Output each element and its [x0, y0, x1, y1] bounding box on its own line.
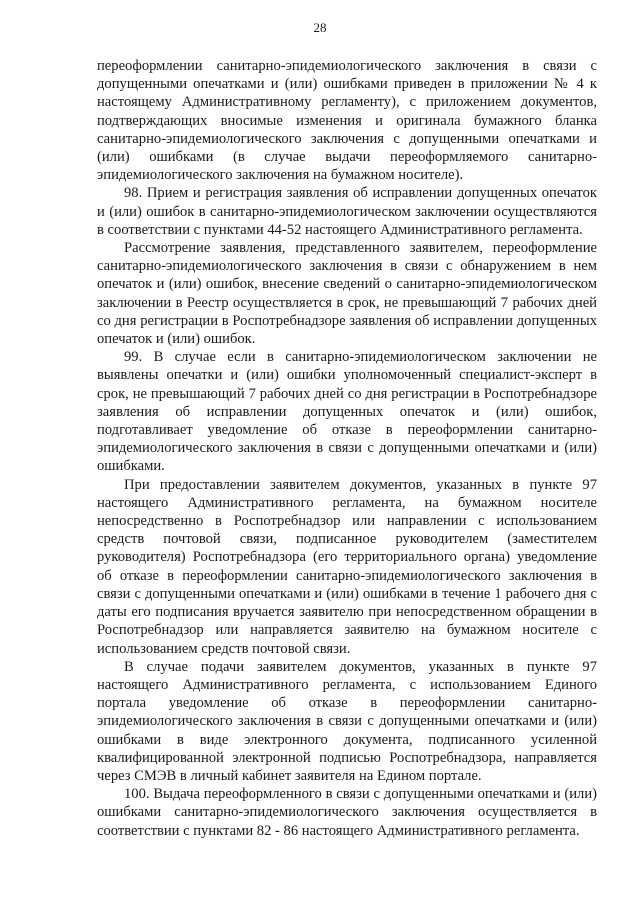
paragraph-electronic-notification: В случае подачи заявителем документов, указанных в пункте 97 настоящего Административного регламента, с использованием Единого портала уведомление об отказе в переоформлении санитарно-эпидемиологического заключения в связи с допущенными опечатками и (или) ошибками в виде электронного документа, подписанного усиленной квалифицированной электронной подписью Роспотребнадзора, направляется через СМЭВ в личный кабинет заявителя на Едином портале.: [97, 658, 597, 784]
paragraph-item-99: 99. В случае если в санитарно-эпидемиологическом заключении не выявлены опечатки и (или) ошибки уполномоченный специалист-эксперт в срок, не превышающий 7 рабочих дней со дня регистрации в Роспотребнадзоре заявления об исправлении допущенных опечаток и (или) ошибок, подготавливает уведомление об отказе в переоформлении санитарно-эпидемиологического заключения в связи с допущенными опечатками и (или) ошибками.: [97, 349, 597, 475]
paragraph-review-period: Рассмотрение заявления, представленного заявителем, переоформление санитарно-эпидемиологического заключения в связи с обнаружением в нем опечаток и (или) ошибок, внесение сведений о санитарно-эпидемиологическом заключении в Реестр осуществляется в срок, не превышающий 7 рабочих дней со дня регистрации в Роспотребнадзоре заявления об исправлении допущенных опечаток и (или) ошибок.: [97, 240, 597, 348]
paragraph-paper-notification: При предоставлении заявителем документов, указанных в пункте 97 настоящего Административного регламента, на бумажном носителе непосредственно в Роспотребнадзор или направлении с использованием средств почтовой связи, подписанное руководителем (заместителем руководителя) Роспотребнадзора (его территориального органа) уведомление об отказе в переоформлении санитарно-эпидемиологического заключения в связи с допущенными опечатками и (или) ошибками в течение 1 рабочего дня с даты его подписания вручается заявителю при непосредственном обращении в Роспотребнадзор или направляется заявителю на бумажном носителе с использованием средств почтовой связи.: [97, 476, 597, 657]
paragraph-item-98: 98. Прием и регистрация заявления об исправлении допущенных опечаток и (или) ошибок в санитарно-эпидемиологическом заключении осуществляются в соответствии с пунктами 44-52 настоящего Административного регламента.: [97, 185, 597, 238]
document-body: [97, 57, 597, 840]
paragraph-item-100: 100. Выдача переоформленного в связи с допущенными опечатками и (или) ошибками санитарно-эпидемиологического заключения осуществляется в соответствии с пунктами 82 - 86 настоящего Административного регламента.: [97, 786, 597, 839]
page-number: 28: [313, 20, 327, 35]
paragraph-continuation: переоформлении санитарно-эпидемиологического заключения в связи с допущенными опечатками и (или) ошибками приведен в приложении № 4 к настоящему Административному регламенту), с приложением документов, подтверждающих вносимые изменения и оригинала бумажного бланка санитарно-эпидемиологического заключения с допущенными опечатками и (или) ошибками (в случае выдачи переоформляемого санитарно-эпидемиологического заключения на бумажном носителе).: [97, 58, 597, 184]
